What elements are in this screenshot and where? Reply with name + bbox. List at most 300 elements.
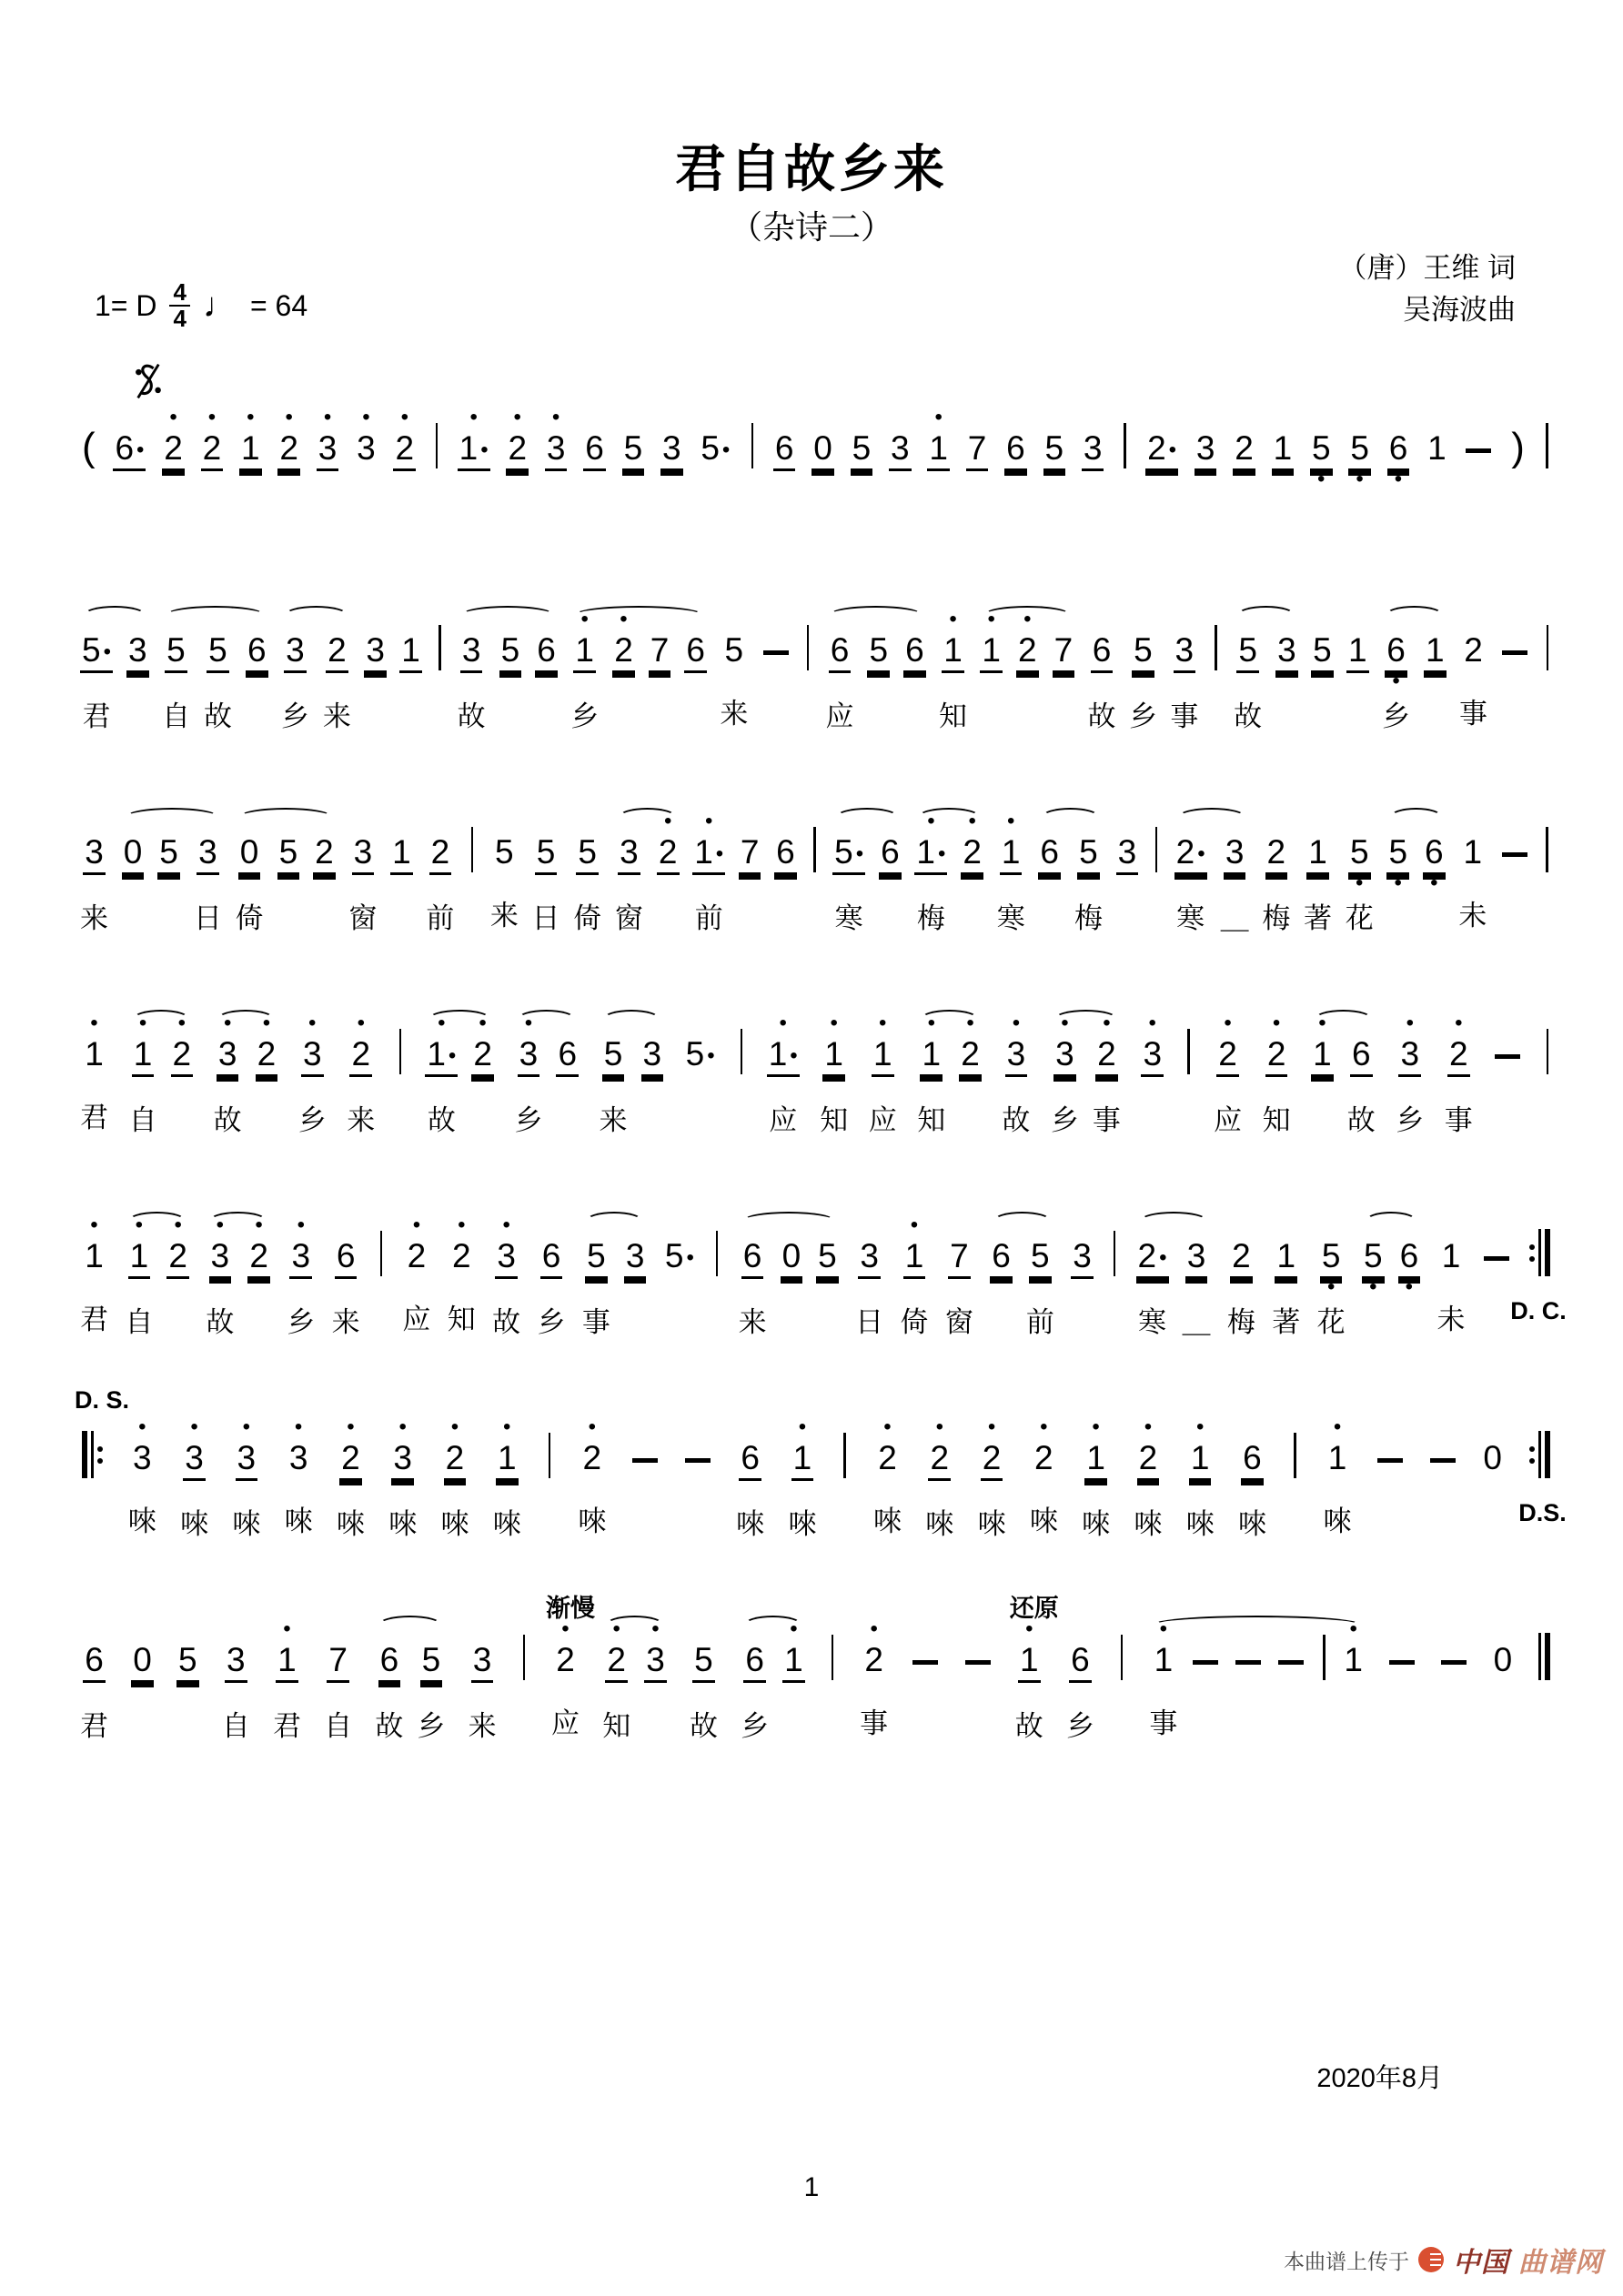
barline [435,613,444,736]
lyric: 乡 [514,1104,543,1136]
note: 5 倚 [573,815,601,941]
note: 渐慢 • 2 应 [551,1623,580,1746]
octave-dot-below: • [1326,1274,1336,1299]
lyric: 寒 [1138,1306,1167,1338]
dash-note [761,613,791,736]
note: 5 • 君 [80,613,113,739]
note: • 3 乡 [1396,1017,1424,1143]
note: • 2 [506,411,529,537]
note: 7 [966,411,989,537]
note: • 2 唻 [1134,1421,1162,1546]
barline [1543,1017,1552,1140]
lyric: 故 [1014,1710,1043,1742]
dash-note [1500,613,1529,736]
note: 3 来 [469,1623,497,1748]
quarter-note-icon: ♩ [202,286,237,325]
note: • 1 自 [125,1219,153,1344]
octave-dot-above: • [561,1616,570,1641]
note: 0 倚 [236,815,264,941]
octave-dot-below: • [1392,669,1400,693]
slur-group [80,613,149,739]
note: • 2 [277,411,300,537]
key-signature: 1= D [95,288,157,322]
augmentation-dot: • [790,1043,798,1068]
dash-note [1500,815,1529,938]
song-title: 君自故乡来 [675,140,948,197]
note: 3 ＿ [1183,1219,1211,1344]
slur-group [1038,815,1103,941]
slur-group [832,815,902,941]
note: 3 [889,411,912,537]
system-6 [75,1386,1567,1546]
note: 7 [1053,613,1075,739]
system-4 [80,1011,1552,1143]
note: 6 故 [1347,1017,1376,1143]
staff-row [80,1213,1567,1344]
lyric: 唻 [873,1505,902,1537]
barline [1543,815,1552,938]
octave-dot-above: • [927,1011,935,1035]
octave-dot-above: • [513,405,521,429]
lyric: 应 [402,1304,431,1335]
octave-dot-above: • [1092,1415,1100,1439]
barline [1184,1017,1194,1140]
octave-dot-above: • [285,405,293,429]
lyric: 著 [1272,1306,1301,1338]
lyric: 乡 [537,1306,566,1338]
note: • 2 唻 [337,1421,365,1546]
note: 6 故 [375,1623,403,1748]
octave-dot-above: • [1023,607,1032,631]
note: 3 窗 [348,815,377,941]
note: 5 来 [720,613,748,736]
octave-dot-below: • [1369,1274,1377,1299]
lyric: 自 [161,700,190,732]
barline [1212,613,1221,736]
note: 3 [364,613,387,739]
octave-dot-above: • [935,1415,943,1439]
note: 6 [535,613,558,739]
note: 6 [1038,815,1061,941]
note: 5 来 [600,1017,628,1143]
lyric: 事 [1092,1104,1121,1136]
note: 3 [1116,815,1139,941]
note: 6 [774,815,797,941]
octave-dot-above: • [1455,1011,1463,1035]
note: 6 [246,613,268,739]
octave-dot-above: • [1025,1616,1033,1641]
slur-group [375,1623,445,1748]
note: 5 [1311,613,1334,739]
augmentation-dot: • [938,841,946,866]
octave-dot-above: • [664,809,672,833]
octave-dot-above: • [362,405,370,429]
barline [1152,815,1161,938]
note: 6 • [1398,1219,1421,1344]
note: • 2 [393,411,416,537]
note: • 2 [961,815,983,941]
octave-dot-above: • [90,1213,98,1237]
fin [1537,1623,1552,1746]
note: • 2 [471,1017,494,1143]
octave-dot-above: • [949,607,957,631]
note: 5 • 花 [1317,1219,1346,1344]
dash-note [1276,1623,1305,1746]
note: 1 著 [1272,1219,1300,1344]
lyric: 君 [82,700,111,732]
octave-dot-above: • [551,405,560,429]
note: 5 自 [162,613,190,739]
barline [712,1219,721,1342]
octave-dot-above: • [177,1011,186,1035]
composition-date: 2020年8月 [1316,2064,1443,2093]
dash-note [1428,1421,1457,1544]
barline [1543,613,1552,736]
note: 3 [126,613,149,739]
octave-dot-above: • [588,1415,597,1439]
note: • 3 故 [206,1219,234,1344]
note: 1 [1346,613,1369,739]
octave-dot-above: • [207,405,217,429]
augmentation-dot: • [1168,438,1177,462]
lyric: 乡 [570,700,600,732]
note: • 2 来 [347,1017,375,1143]
note: 1 未 [1458,815,1487,938]
dash-note [1482,1219,1511,1342]
note: • 1 • 故 [425,1017,458,1143]
staff-row [75,1386,1567,1546]
note: 6 乡 [1066,1623,1094,1748]
slur-group [914,809,983,941]
note: • 1 乡 [570,613,599,739]
dash-note [630,1421,660,1544]
lyric: 事 [860,1707,889,1739]
octave-dot-above: • [987,607,995,631]
octave-dot-above: • [450,1415,459,1439]
octave-dot-below: • [1317,467,1326,491]
note: • 1 • 梅 [914,815,947,941]
note: 3 [1082,411,1104,537]
lyric: 故 [457,700,486,732]
note: 3 [1275,613,1298,739]
octave-dot-above: • [1103,1011,1111,1035]
augmentation-dot: • [686,1245,694,1270]
octave-dot-above: • [580,607,589,631]
barline [468,815,477,938]
note: 3 [641,1017,664,1143]
octave-dot-above: • [1012,1011,1021,1035]
augmentation-dot: • [855,841,864,866]
octave-dot-above: • [987,1415,996,1439]
augmentation-dot: • [103,639,111,664]
lyric: 故 [1234,700,1263,732]
octave-dot-above: • [651,1616,660,1641]
octave-dot-above: • [968,809,976,833]
lyric: 应 [868,1104,897,1136]
key-and-tempo [95,280,307,331]
note: • 1 应 [869,1017,897,1143]
octave-dot-above: • [927,809,935,833]
barline [748,411,757,534]
lyric: 寒 [996,902,1025,934]
note: 6 [903,613,926,739]
lyric: 事 [1458,698,1487,730]
octave-dot-below: • [1394,467,1403,491]
octave-dot-above: • [138,1415,146,1439]
barline [737,1017,746,1140]
slur-group [1386,815,1445,941]
note: 6 • [1423,815,1446,941]
lyric: 唻 [1237,1508,1266,1540]
lyric: 花 [1316,1306,1346,1338]
note: 5 [867,613,890,739]
lyric: 自 [125,1306,154,1338]
note: 5 • [701,429,731,467]
lyric: 故 [1002,1104,1031,1136]
lyric: 梅 [916,902,945,934]
note: • 2 知 [1263,1017,1291,1143]
octave-dot-above: • [90,1011,98,1035]
barline [1319,1623,1328,1746]
note: 5 [816,1219,839,1344]
note: • 2 [256,1017,278,1143]
barline [1120,411,1129,534]
slur-group [741,1616,805,1748]
lyric: 唻 [977,1508,1006,1540]
note: • 3 乡 [287,1219,315,1344]
lyric: 知 [447,1304,476,1335]
note: • 1 知 [820,1017,848,1143]
barline [803,613,812,736]
note: 5 故 [204,613,232,739]
dash-note [1191,1623,1220,1746]
octave-dot-above: • [297,1213,305,1237]
slur-group [1149,1616,1365,1746]
note: 5 乡 [417,1623,445,1748]
note: • 2 唻 [925,1421,953,1546]
note: • 1 [1344,1616,1363,1678]
lyric: 乡 [287,1306,316,1338]
note: 1 著 [1304,815,1332,941]
lyric: 来 [468,1710,497,1742]
lyric: 君 [80,1304,108,1335]
lyric: 乡 [741,1710,770,1742]
note: • 1 唻 [1324,1421,1352,1544]
octave-dot-above: • [830,1011,838,1035]
octave-dot-above: • [190,1415,198,1439]
lyric: 君 [80,1710,108,1742]
note: • 3 [545,411,568,537]
lyric: 倚 [573,902,602,934]
note: 6 唻 [1238,1421,1266,1546]
note: 6 [773,411,796,537]
upload-note: 本曲谱上传于 [1284,2249,1409,2273]
octave-dot-above: • [1333,1415,1342,1439]
note: 5 • [664,1237,694,1274]
note: 0 [131,1623,154,1748]
note: • 3 [357,405,376,467]
note: • 2 [247,1219,270,1344]
octave-dot-above: • [870,1616,878,1641]
open: ( [82,425,96,469]
augmentation-dot: • [1159,1245,1167,1270]
song-subtitle: （杂诗二） [729,208,893,246]
note: 7 [739,815,761,941]
lyric: 寒 [1176,902,1205,934]
octave-dot-above: • [502,1213,510,1237]
note: 1 [399,613,422,739]
octave-dot-above: • [1224,1011,1232,1035]
segno-icon [133,360,164,402]
octave-dot-above: • [412,1213,421,1237]
augmentation-dot: • [715,841,724,866]
note: • 2 事 [1093,1017,1121,1143]
note: 5 [499,613,522,739]
lyric: 来 [322,700,351,732]
note: 1 未 [1437,1219,1466,1342]
note: 5 [176,1623,199,1748]
lyric: 故 [1346,1104,1376,1136]
note: 3 [624,1219,647,1344]
lyric: 唻 [336,1508,365,1540]
note: • 1 • [458,411,490,537]
note: 7 窗 [945,1219,973,1344]
score [75,405,1567,1825]
octave-dot-above: • [1406,1011,1414,1035]
octave-dot-above: • [1318,1011,1326,1035]
lyric: 故 [492,1306,521,1338]
barline [545,1421,554,1544]
lyric: 唻 [232,1508,261,1540]
note: 5 • [1386,815,1409,941]
octave-dot-above: • [479,1011,487,1035]
note: 5 • [1348,411,1371,537]
note: • 2 [166,1219,189,1344]
note: • 3 唻 [232,1421,260,1546]
octave-dot-above: • [798,1415,807,1439]
octave-dot-above: • [620,607,628,631]
octave-dot-above: • [294,1415,303,1439]
site-watermark [1284,2240,1603,2280]
lyric: 故 [689,1710,718,1742]
slur-group [739,1219,839,1344]
dash-note [1439,1623,1468,1746]
slur-group [602,1616,667,1748]
note: • 1 知 [917,1017,945,1143]
octave-dot-above: • [1144,1415,1153,1439]
staff-row [80,405,1552,537]
octave-dot-above: • [966,1011,974,1035]
note: 0 [122,815,145,941]
slur-group [122,815,222,941]
augmentation-dot: • [136,438,145,462]
brand-name-main: 中国 [1453,2248,1509,2278]
octave-dot-above: • [503,1415,511,1439]
staff-row [80,607,1552,739]
slur-group [206,1213,270,1344]
barline [519,1623,529,1746]
note: 还原 • 1 故 [1015,1623,1043,1748]
slur-group [162,613,268,739]
dash-note [1387,1623,1416,1746]
lyric: 梅 [1226,1306,1255,1338]
note: • 1 • 应 [767,1017,800,1143]
lyric: 唻 [736,1508,765,1540]
octave-dot-above: • [323,405,332,429]
tempo-mark: 还原 [1009,1595,1059,1622]
note: 1 [1427,429,1447,467]
slur-group [125,1213,189,1344]
lyric: 自 [128,1104,157,1136]
note: 6 唻 [736,1421,764,1546]
lyric: 乡 [1396,1104,1425,1136]
note: • 3 故 [492,1219,520,1344]
octave-dot-above: • [779,1011,787,1035]
note: 5 来 [490,815,519,938]
qupu-logo-icon [1418,2247,1444,2272]
note: • 1 • 前 [692,815,725,941]
note: 3 事 [1170,613,1198,739]
augmentation-dot: • [707,1043,715,1068]
note: • 3 [644,1623,667,1748]
octave-dot-above: • [934,405,943,429]
note: • 1 自 [129,1017,157,1143]
lyric: 未 [1458,900,1487,931]
lyric: 自 [221,1710,250,1742]
lyric: 梅 [1262,902,1291,934]
note: 3 来 [80,815,108,941]
lyric: 事 [581,1306,610,1338]
note: 3 日 [855,1219,883,1344]
octave-dot-above: • [283,1616,291,1641]
note: 6 君 [80,1623,108,1748]
note: 5 乡 [1129,613,1157,739]
lyric: 窗 [614,902,643,934]
note: 6 故 [1088,613,1116,739]
note: • 1 唻 [788,1421,816,1546]
note: 6 [684,613,707,739]
octave-dot-above: • [247,405,255,429]
octave-dot-above: • [1006,809,1015,833]
note: • 2 唻 [1030,1421,1058,1544]
lyric: 唻 [578,1505,607,1537]
slur-group [1234,613,1298,739]
note: • 1 君 [80,1017,108,1140]
note: • 2 [171,1017,194,1143]
lyric: 故 [375,1710,404,1742]
octave-dot-below: • [1405,1274,1414,1299]
lyric: 窗 [348,902,378,934]
dash-note [683,1421,712,1544]
note: • 1 寒 [997,815,1025,941]
note: 3 窗 [615,815,643,941]
note: • 3 乡 [298,1017,327,1143]
lyric: 知 [820,1104,849,1136]
note: • 2 唻 [578,1421,606,1544]
note: 0 [1483,1439,1502,1476]
lyric: 日 [193,902,222,934]
slur-group [570,607,707,739]
octave-dot-below: • [1356,467,1364,491]
octave-dot-above: • [135,1213,144,1237]
note: 3 自 [222,1623,250,1748]
note: 1 [390,815,413,941]
lyricist-credit: （唐）王维 词 [1338,252,1516,284]
lyric: 唻 [1323,1505,1352,1537]
note: 2 [313,815,336,941]
lyric: ＿ [1182,1306,1211,1338]
tempo-value: = 64 [249,288,308,322]
